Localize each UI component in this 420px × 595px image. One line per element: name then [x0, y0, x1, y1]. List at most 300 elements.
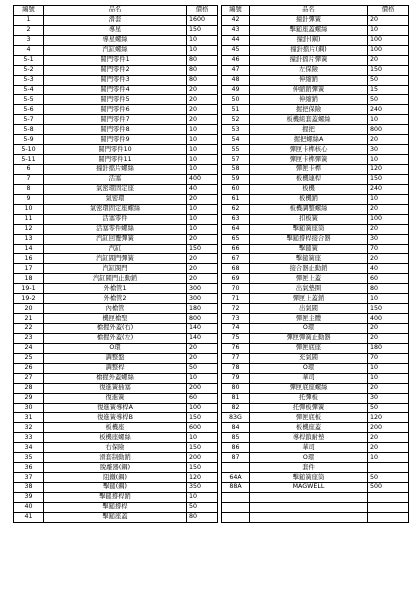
part-price: 800	[368, 125, 409, 135]
part-name: 滑套制動銷	[44, 453, 187, 463]
table-row	[14, 194, 218, 204]
part-number: 18	[14, 274, 44, 284]
part-number: 59	[222, 174, 250, 184]
part-price: 10	[368, 155, 409, 165]
part-number: 39	[14, 492, 44, 502]
part-number: 10	[14, 204, 44, 214]
part-name: 擊鎚簧座筒	[250, 224, 368, 234]
table-row	[14, 184, 218, 194]
part-number: 64A	[222, 473, 250, 483]
part-name: 調整盤	[44, 353, 187, 363]
part-number: 29	[14, 393, 44, 403]
part-price: 1600	[187, 15, 218, 25]
table-row	[14, 264, 218, 274]
part-number: 68	[222, 264, 250, 274]
part-name: 擊鎚座蓋	[44, 512, 187, 522]
part-name: 撞針擋片螺絲	[44, 165, 187, 175]
part-price: 50	[368, 403, 409, 413]
part-name: 彈匣主體	[250, 314, 368, 324]
part-price: 15	[368, 85, 409, 95]
part-name: O環	[44, 343, 187, 353]
part-number: 85	[222, 433, 250, 443]
part-number: 58	[222, 165, 250, 175]
part-number: 5-7	[14, 115, 44, 125]
part-name: 氣密環固定座	[44, 184, 187, 194]
part-price: 10	[368, 194, 409, 204]
part-number: 30	[14, 403, 44, 413]
part-price: 140	[187, 333, 218, 343]
table-row	[222, 363, 409, 373]
part-number: 57	[222, 155, 250, 165]
table-row	[14, 105, 218, 115]
table-row	[14, 324, 218, 334]
table-row	[222, 55, 409, 65]
table-row	[14, 403, 218, 413]
part-number: 11	[14, 214, 44, 224]
part-price: 150	[187, 443, 218, 453]
table-row	[222, 264, 409, 274]
part-name: 導星螺絲	[44, 35, 187, 45]
part-number: 54	[222, 135, 250, 145]
table-row	[222, 274, 409, 284]
part-name: MAGWELL	[250, 483, 368, 493]
parts-table-right	[221, 5, 409, 523]
part-number: 61	[222, 194, 250, 204]
part-name: 復進簧導桿B	[44, 413, 187, 423]
table-row	[222, 473, 409, 483]
part-number: 87	[222, 453, 250, 463]
table-row	[14, 65, 218, 75]
part-number: 35	[14, 453, 44, 463]
part-price: 50	[368, 75, 409, 85]
part-name: 彈匣上蓋	[250, 274, 368, 284]
part-name: 充氣閥	[250, 353, 368, 363]
part-price: 20	[187, 264, 218, 274]
table-row	[14, 314, 218, 324]
part-price: 10	[368, 294, 409, 304]
table-row	[14, 234, 218, 244]
part-price: 70	[368, 353, 409, 363]
part-price: 50	[368, 95, 409, 105]
part-number: 64	[222, 224, 250, 234]
table-row	[222, 194, 409, 204]
part-name: 彈匣卡榫核心	[250, 145, 368, 155]
part-name: 擊鎚撐桿接合器	[250, 234, 368, 244]
part-number: 5-3	[14, 75, 44, 85]
part-number: 6	[14, 165, 44, 175]
part-number: 5-8	[14, 125, 44, 135]
part-price: 10	[368, 25, 409, 35]
part-price: 80	[187, 65, 218, 75]
table-row	[222, 403, 409, 413]
parts-table-left	[13, 5, 218, 523]
part-price: 50	[187, 502, 218, 512]
part-price: 80	[187, 512, 218, 522]
table-row	[14, 453, 218, 463]
part-price: 240	[368, 105, 409, 115]
part-number: 5-10	[14, 145, 44, 155]
part-name: 伸縮銷彈簧	[250, 85, 368, 95]
part-name: 握把保險	[250, 105, 368, 115]
part-price: 10	[187, 165, 218, 175]
part-number: 8	[14, 184, 44, 194]
part-name: 復進簧	[44, 393, 187, 403]
part-price: 10	[187, 204, 218, 214]
table-row	[222, 25, 409, 35]
table-row	[14, 25, 218, 35]
part-number: 5-5	[14, 95, 44, 105]
table-row	[222, 453, 409, 463]
part-price: 800	[187, 314, 218, 324]
part-price: 10	[368, 363, 409, 373]
part-number: 26	[14, 363, 44, 373]
part-number: 60	[222, 184, 250, 194]
part-price: 10	[368, 453, 409, 463]
part-number: 86	[222, 443, 250, 453]
part-number: 52	[222, 115, 250, 125]
part-name: 彈匣底板	[250, 413, 368, 423]
part-number: 78	[222, 363, 250, 373]
part-price: 400	[187, 174, 218, 184]
table-row	[14, 383, 218, 393]
header-name: 品名	[250, 6, 368, 16]
part-name: 導桿鎖耐墊	[250, 433, 368, 443]
table-row	[14, 373, 218, 383]
table-header-row	[14, 6, 218, 16]
part-number: 19-2	[14, 294, 44, 304]
part-price: 20	[187, 343, 218, 353]
part-price: 40	[187, 184, 218, 194]
part-price: 10	[187, 224, 218, 234]
part-number	[222, 492, 250, 502]
part-price: 150	[187, 25, 218, 35]
part-number: 16	[14, 254, 44, 264]
part-number: 47	[222, 65, 250, 75]
part-number: 71	[222, 294, 250, 304]
part-name: 復進簧導桿A	[44, 403, 187, 413]
part-number: 84	[222, 423, 250, 433]
table-row	[14, 165, 218, 175]
part-number: 50	[222, 95, 250, 105]
table-row	[14, 214, 218, 224]
part-price: 20	[187, 234, 218, 244]
part-number: 13	[14, 234, 44, 244]
part-number: 70	[222, 284, 250, 294]
part-name	[250, 492, 368, 502]
table-row	[14, 115, 218, 125]
part-name: 阻鐵(鋼)	[44, 473, 187, 483]
part-name: 汽缸閥門彈簧	[44, 254, 187, 264]
part-price: 10	[187, 145, 218, 155]
table-row	[222, 353, 409, 363]
part-name: 出氣閥	[250, 304, 368, 314]
part-price: 40	[368, 264, 409, 274]
table-row	[222, 105, 409, 115]
part-price: 150	[368, 65, 409, 75]
part-number: 21	[14, 314, 44, 324]
table-row	[14, 473, 218, 483]
part-number: 22	[14, 324, 44, 334]
part-name: 調整桿	[44, 363, 187, 373]
part-number: 66	[222, 244, 250, 254]
part-name: 撞針擋片彈簧	[250, 55, 368, 65]
table-row	[14, 45, 218, 55]
part-name: 伸縮銷	[250, 75, 368, 85]
part-name: 擊鎚(鋼)	[44, 483, 187, 493]
part-price: 50	[368, 473, 409, 483]
table-row	[14, 423, 218, 433]
table-row	[222, 314, 409, 324]
part-name: 槍握外蓋(左)	[44, 333, 187, 343]
table-row	[222, 204, 409, 214]
part-price: 20	[368, 135, 409, 145]
table-row	[14, 145, 218, 155]
part-price: 180	[368, 343, 409, 353]
part-name: 托彈板彈簧	[250, 403, 368, 413]
part-price: 20	[368, 224, 409, 234]
table-row	[222, 125, 409, 135]
part-name: 左保險	[250, 65, 368, 75]
part-number: 65	[222, 234, 250, 244]
table-row	[222, 463, 409, 473]
part-number: 1	[14, 15, 44, 25]
part-name: 板機調整螺絲	[250, 204, 368, 214]
part-price: 10	[187, 45, 218, 55]
part-price: 10	[187, 125, 218, 135]
part-price: 20	[368, 204, 409, 214]
part-name: 套件	[250, 463, 368, 473]
part-number: 4	[14, 45, 44, 55]
part-name: 彈匣底座	[250, 343, 368, 353]
table-row	[14, 174, 218, 184]
table-row	[222, 115, 409, 125]
part-name: 彈匣彈簧止動器	[250, 333, 368, 343]
part-number: 25	[14, 353, 44, 363]
part-price: 150	[187, 244, 218, 254]
part-price: 20	[368, 433, 409, 443]
part-number: 81	[222, 393, 250, 403]
table-row	[222, 324, 409, 334]
part-name: 閥門零件8	[44, 125, 187, 135]
part-number: 45	[222, 45, 250, 55]
part-number	[222, 502, 250, 512]
part-name: 華司	[250, 443, 368, 453]
part-price: 10	[187, 373, 218, 383]
part-price: 20	[368, 324, 409, 334]
part-name: 撞針(鋼)	[250, 35, 368, 45]
part-price: 20	[368, 55, 409, 65]
table-row	[222, 502, 409, 512]
part-number: 32	[14, 423, 44, 433]
table-row	[14, 85, 218, 95]
part-name: 汽缸閥門止動銷	[44, 274, 187, 284]
header-number: 編號	[222, 6, 250, 16]
part-name: 閥門零件2	[44, 65, 187, 75]
part-number: 76	[222, 343, 250, 353]
part-price: 100	[187, 403, 218, 413]
table-row	[14, 55, 218, 65]
part-name: 閥門零件5	[44, 95, 187, 105]
part-price: 20	[368, 443, 409, 453]
table-row	[14, 353, 218, 363]
table-row	[222, 214, 409, 224]
part-price: 50	[187, 363, 218, 373]
part-price: 180	[187, 304, 218, 314]
part-number: 67	[222, 254, 250, 264]
part-name: 脫離器(鋼)	[44, 463, 187, 473]
part-number: 5-6	[14, 105, 44, 115]
part-price: 20	[368, 15, 409, 25]
table-row	[14, 204, 218, 214]
table-row	[14, 343, 218, 353]
table-row	[222, 413, 409, 423]
part-name: 閥門零件6	[44, 105, 187, 115]
part-number: 28	[14, 383, 44, 393]
part-name	[250, 502, 368, 512]
part-name: 外槍管1	[44, 284, 187, 294]
part-number: 62	[222, 204, 250, 214]
part-price: 20	[368, 383, 409, 393]
part-name: 接合器止動銷	[250, 264, 368, 274]
table-row	[14, 363, 218, 373]
table-row	[222, 224, 409, 234]
part-name: 彈匣卡榫彈簧	[250, 155, 368, 165]
table-row	[14, 254, 218, 264]
part-number: 31	[14, 413, 44, 423]
part-name: 彈匣底座螺絲	[250, 383, 368, 393]
part-price: 30	[368, 234, 409, 244]
part-price: 200	[187, 383, 218, 393]
table-row	[222, 35, 409, 45]
part-name: 閥門零件4	[44, 85, 187, 95]
part-price	[368, 502, 409, 512]
part-price: 10	[187, 214, 218, 224]
part-number: 88A	[222, 483, 250, 493]
part-price: 150	[187, 463, 218, 473]
part-name: 復進簧插塞	[44, 383, 187, 393]
part-number: 63	[222, 214, 250, 224]
part-price: 150	[187, 413, 218, 423]
part-name: 汽缸回覆彈簧	[44, 234, 187, 244]
table-row	[222, 75, 409, 85]
part-name: 閥門零件3	[44, 75, 187, 85]
part-price: 120	[368, 165, 409, 175]
table-row	[222, 15, 409, 25]
part-price: 120	[368, 413, 409, 423]
part-number: 12	[14, 224, 44, 234]
table-row	[14, 492, 218, 502]
part-name: 擊鎚簧	[250, 244, 368, 254]
part-price: 70	[368, 244, 409, 254]
part-number: 38	[14, 483, 44, 493]
part-name: 活塞零件螺絲	[44, 224, 187, 234]
part-name: 汽缸閥門	[44, 264, 187, 274]
part-name: 擊鎚簧座筒	[250, 473, 368, 483]
part-price: 400	[368, 314, 409, 324]
part-name: 閥門零件1	[44, 55, 187, 65]
part-name: 握把螺絲A	[250, 135, 368, 145]
part-price	[368, 492, 409, 502]
part-name: 托彈板	[250, 393, 368, 403]
part-name: 板機銷	[250, 194, 368, 204]
part-price	[368, 463, 409, 473]
part-number: 7	[14, 174, 44, 184]
part-price: 240	[368, 184, 409, 194]
part-price: 20	[187, 254, 218, 264]
part-price: 100	[368, 45, 409, 55]
part-price: 300	[187, 294, 218, 304]
part-number: 77	[222, 353, 250, 363]
part-number: 37	[14, 473, 44, 483]
part-number: 27	[14, 373, 44, 383]
part-number: 5-11	[14, 155, 44, 165]
part-name: O環	[250, 324, 368, 334]
part-number: 3	[14, 35, 44, 45]
part-name: 氣密環固定座螺絲	[44, 204, 187, 214]
part-number: 82	[222, 403, 250, 413]
part-number: 43	[222, 25, 250, 35]
part-price: 20	[187, 353, 218, 363]
part-name: O環	[250, 363, 368, 373]
table-row	[222, 165, 409, 175]
part-price: 200	[368, 423, 409, 433]
part-name: 滑套	[44, 15, 187, 25]
table-row	[222, 373, 409, 383]
part-price: 300	[187, 284, 218, 294]
table-row	[14, 512, 218, 522]
part-price: 10	[187, 492, 218, 502]
part-number: 34	[14, 443, 44, 453]
part-price: 80	[187, 55, 218, 65]
part-number: 5-1	[14, 55, 44, 65]
table-row	[222, 443, 409, 453]
header-price: 價格	[187, 6, 218, 16]
table-row	[222, 85, 409, 95]
table-row	[14, 35, 218, 45]
part-price: 10	[187, 155, 218, 165]
table-row	[222, 333, 409, 343]
part-price: 80	[187, 75, 218, 85]
part-name: 板機組套蓋螺絲	[250, 115, 368, 125]
part-number: 41	[14, 512, 44, 522]
part-name: 板機座螺絲	[44, 433, 187, 443]
part-name: 汽缸螺絲	[44, 45, 187, 55]
part-number: 36	[14, 463, 44, 473]
table-row	[222, 423, 409, 433]
table-row	[14, 75, 218, 85]
part-number: 23	[14, 333, 44, 343]
part-number: 46	[222, 55, 250, 65]
part-name: 槍握外蓋螺絲	[44, 373, 187, 383]
table-row	[14, 95, 218, 105]
part-price	[368, 512, 409, 522]
part-name: 板機連桿	[250, 174, 368, 184]
part-name: 閥門零件11	[44, 155, 187, 165]
table-header-row	[222, 6, 409, 16]
part-price: 100	[368, 214, 409, 224]
part-name: 氣密環	[44, 194, 187, 204]
part-name: 扣板簧	[250, 214, 368, 224]
part-number: 17	[14, 264, 44, 274]
table-row	[14, 15, 218, 25]
part-price: 30	[368, 393, 409, 403]
part-name: 彈匣上蓋銷	[250, 294, 368, 304]
table-row	[14, 483, 218, 493]
table-row	[14, 393, 218, 403]
table-row	[222, 95, 409, 105]
part-number: 49	[222, 85, 250, 95]
table-row	[14, 433, 218, 443]
